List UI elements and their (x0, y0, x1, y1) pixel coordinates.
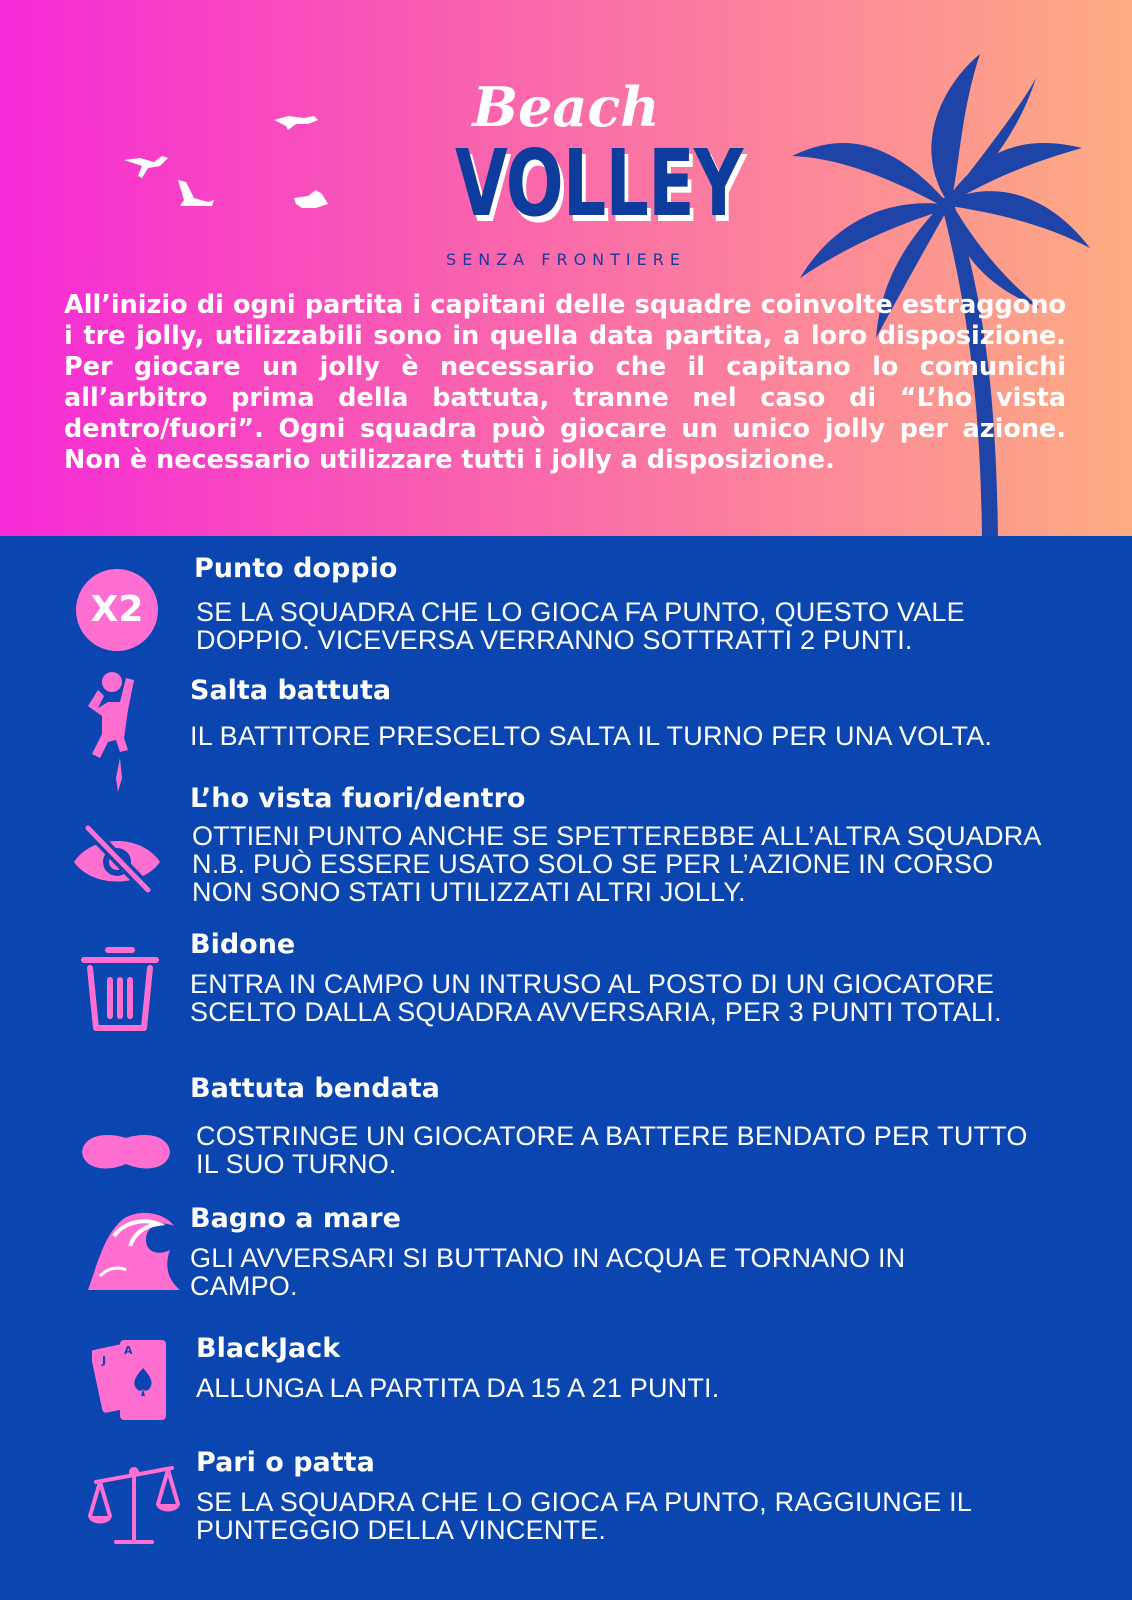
trash-bin-icon (80, 942, 160, 1034)
logo-tagline: SENZA FRONTIERE (446, 250, 686, 269)
rule-title: Punto doppio (194, 553, 398, 584)
intro-paragraph: All’inizio di ogni partita i capitani delle squadre coinvolte estraggono i tre jolly, utilizzabili sono in quella data partita, a loro disposizione. Per giocare un jolly è necessario che il capitano lo comunichi all’arbitro prima della battuta, tranne nel caso di “L’ho vista dentro/fuori”. Ogni squadra può giocare un unico jolly per azione. Non è necessario utilizzare tutti i jolly a disposizione. (64, 290, 1066, 475)
rule-title: Salta battuta (190, 675, 392, 706)
rule-title: Battuta bendata (190, 1073, 440, 1104)
rule-description: ENTRA IN CAMPO UN INTRUSO AL POSTO DI UN GIOCATORE SCELTO DALLA SQUADRA AVVERSARIA, PER 3 PUNTI TOTALI. (190, 969, 1002, 1027)
rule-title: L’ho vista fuori/dentro (190, 783, 526, 814)
logo-script-text: Beach (472, 75, 660, 139)
card-letter-j: J (102, 1354, 107, 1367)
double-points-icon: X2 (76, 569, 158, 651)
rule-description: IL BATTITORE PRESCELTO SALTA IL TURNO PER UNA VOLTA. (190, 721, 993, 751)
rule-description: SE LA SQUADRA CHE LO GIOCA FA PUNTO, QUESTO VALE DOPPIO. VICEVERSA VERRANNO SOTTRATTI 2 PUNTI. (196, 597, 965, 655)
balance-scale-icon (86, 1460, 182, 1548)
rule-title: Bagno a mare (190, 1203, 401, 1234)
rule-description: GLI AVVERSARI SI BUTTANO IN ACQUA E TORNANO IN CAMPO. (190, 1243, 906, 1301)
birds-icon (118, 108, 348, 223)
rule-description: ALLUNGA LA PARTITA DA 15 A 21 PUNTI. (196, 1373, 720, 1403)
rule-description: COSTRINGE UN GIOCATORE A BATTERE BENDATO PER TUTTO IL SUO TURNO. (196, 1121, 1028, 1179)
wave-icon (84, 1206, 182, 1292)
playing-cards-icon (92, 1334, 174, 1426)
sleep-mask-icon (78, 1126, 174, 1176)
rule-description: SE LA SQUADRA CHE LO GIOCA FA PUNTO, RAGGIUNGE IL PUNTEGGIO DELLA VINCENTE. (196, 1487, 973, 1545)
logo-title: VOLLEY (455, 130, 743, 237)
jumping-person-icon (80, 668, 142, 792)
header-banner (0, 0, 1132, 536)
rule-description: OTTIENI PUNTO ANCHE SE SPETTEREBBE ALL’ALTRA SQUADRA N.B. PUÒ ESSERE USATO SOLO SE PER L’AZIONE IN CORSO NON SONO STATI UTILIZZATI ALTRI JOLLY. (192, 821, 1042, 907)
card-letter-a: A (124, 1344, 133, 1357)
rule-title: Pari o patta (196, 1447, 375, 1478)
eye-slash-icon (72, 824, 162, 894)
rule-title: BlackJack (196, 1333, 341, 1364)
rule-title: Bidone (190, 929, 296, 960)
rules-panel (0, 536, 1132, 1600)
